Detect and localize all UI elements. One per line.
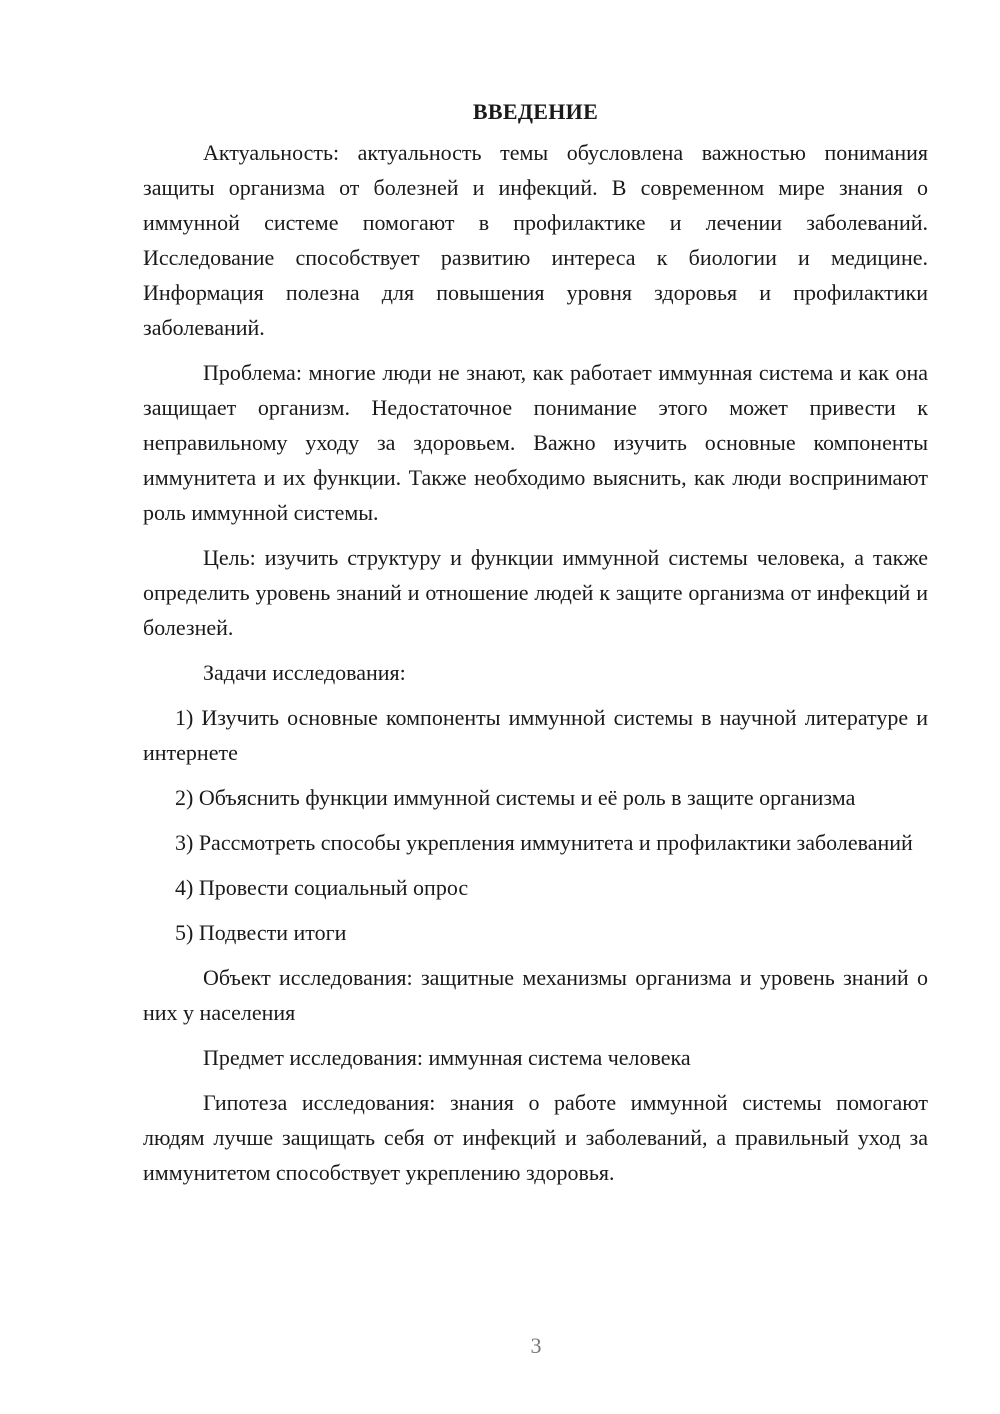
object-paragraph: Объект исследования: защитные механизмы организма и уровень знаний о них у населения <box>143 965 928 1025</box>
task-item: 3) Рассмотреть способы укрепления иммунитета и профилактики заболеваний <box>175 830 913 855</box>
hypothesis-paragraph: Гипотеза исследования: знания о работе иммунной системы помогают людям лучше защищать себя от инфекций и заболеваний, а правильный уход за иммунитетом способствует укреплению здоровья. <box>143 1090 928 1185</box>
task-item: 1) Изучить основные компоненты иммунной системы в научной литературе и интернете <box>143 705 928 765</box>
task-item: 5) Подвести итоги <box>175 920 347 945</box>
tasks-list <box>143 700 928 950</box>
task-item: 2) Объяснить функции иммунной системы и её роль в защите организма <box>175 785 856 810</box>
goal-paragraph: Цель: изучить структуру и функции иммунной системы человека, а также определить уровень знаний и отношение людей к защите организма от инфекций и болезней. <box>143 545 928 640</box>
section-title: ВВЕДЕНИЕ <box>472 99 599 124</box>
problem-paragraph: Проблема: многие люди не знают, как работает иммунная система и как она защищает организм. Недостаточное понимание этого может привести к неправильному уходу за здоровьем. Важно изучить основные компоненты иммунитета и их функции. Также необходимо выяснить, как люди воспринимают роль иммунной системы. <box>143 360 928 525</box>
task-item: 4) Провести социальный опрос <box>175 875 469 900</box>
page-number: 3 <box>530 1333 542 1358</box>
subject-paragraph: Предмет исследования: иммунная система человека <box>203 1045 691 1070</box>
tasks-heading: Задачи исследования: <box>203 660 406 685</box>
document-body <box>143 94 928 1200</box>
relevance-paragraph: Актуальность: актуальность темы обусловлена важностью понимания защиты организма от болезней и инфекций. В современном мире знания о иммунной системе помогают в профилактике и лечении заболеваний. Исследование способствует развитию интереса к биологии и медицине. Информация полезна для повышения уровня здоровья и профилактики заболеваний. <box>143 140 928 340</box>
